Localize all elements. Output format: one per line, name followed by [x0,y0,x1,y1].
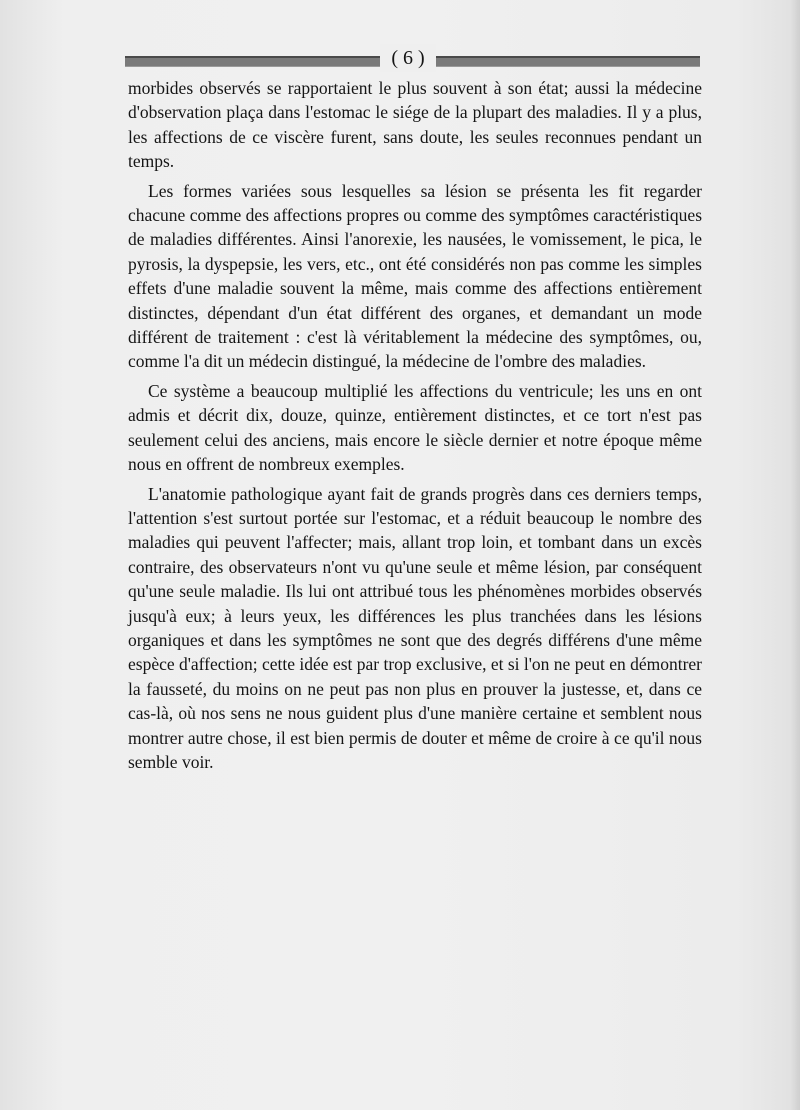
body-text [128,76,702,779]
page-number: ( 6 ) [380,44,436,72]
paragraph-continuation: morbides observés se rapportaient le plus souvent à son état; aussi la médecine d'observation plaça dans l'estomac le siége de la plupart des maladies. Il y a plus, les affections de ce viscère furent, sans doute, les seules reconnues pendant un temps. [128,78,702,172]
page-edge-shadow [790,0,800,1110]
paragraph-system: Ce système a beaucoup multiplié les affections du ventricule; les uns en ont admis et décrit dix, douze, quinze, entièrement distinctes, et ce tort n'est pas seulement celui des anciens, mais encore le siècle dernier et notre époque même nous en offrent de nombreux exemples. [128,380,702,475]
paragraph-symptom-forms: Les formes variées sous lesquelles sa lésion se présenta les fit regarder chacune comme des affections propres ou comme des symptômes caractéristiques de maladies différentes. Ainsi l'anorexie, les nausées, le vomissement, le pica, le pyrosis, la dyspepsie, les vers, etc., ont été considérés non pas comme les simples effets d'une maladie souvent la même, mais comme des affections entièrement distinctes, dépendant d'un état différent des organes, et demandant un mode différent de traitement : c'est là véritablement la médecine des symptômes, ou, comme l'a dit un médecin distingué, la médecine de l'ombre des maladies. [128,180,702,372]
paragraph-pathological-anatomy: L'anatomie pathologique ayant fait de grands progrès dans ces derniers temps, l'attention s'est surtout portée sur l'estomac, et a réduit beaucoup le nombre des maladies qui peuvent l'affecter; mais, allant trop loin, et tombant dans un excès contraire, des observateurs n'ont vu qu'une seule et même lésion, par conséquent qu'une seule maladie. Ils lui ont attribué tous les phénomènes morbides observés jusqu'à eux; à leurs yeux, les différences les plus tranchées dans les lésions organiques et dans les symptômes ne sont que des degrés différens d'une même espèce d'affection; cette idée est par trop exclusive, et si l'on ne peut en démontrer la fausseté, du moins on ne peut pas non plus en prouver la justesse, et, dans ce cas-là, où nos sens ne nous guident plus d'une manière certaine et semblent nous montrer autre chose, il est bien permis de douter et même de croire à ce qu'il nous semble voir. [128,483,703,772]
